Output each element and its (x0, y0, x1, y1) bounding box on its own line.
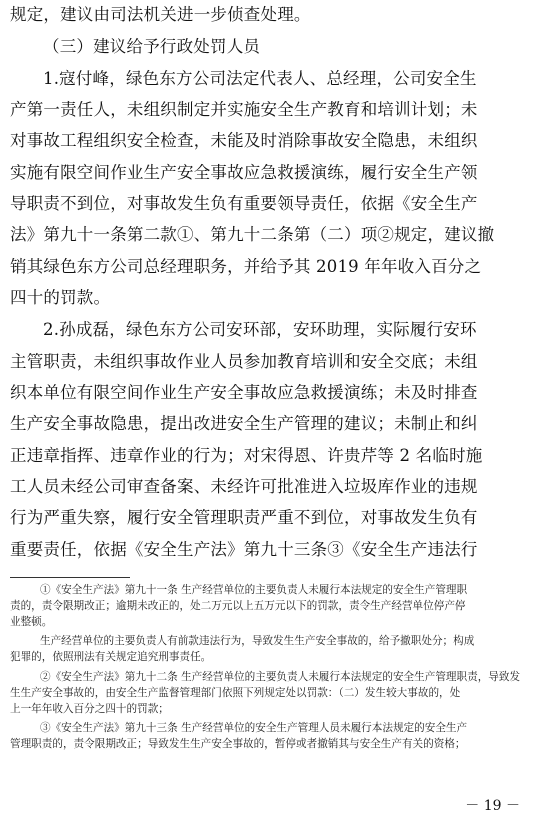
body-line: 销其绿色东方公司总经理职务，并给予其 2019 年年收入百分之 (10, 257, 482, 276)
body-line: 生产安全事故隐患，提出改进安全生产管理的建议；未制止和纠 (10, 414, 478, 433)
body-line: 主管职责，未组织事故作业人员参加教育培训和安全交底；未组 (10, 352, 478, 371)
footnote-line: ③《安全生产法》第九十三条 生产经营单位的安全生产管理人员未履行本法规定的安全生产 (40, 722, 468, 734)
page-number: － 19 － (465, 798, 520, 814)
body-line: 法》第九十一条第二款①、第九十二条第（二）项②规定，建议撤 (10, 225, 495, 244)
footnote-line: 管理职责的，责令限期改正；导致发生生产安全事故的，暂停或者撤销其与安全生产有关的资格； (10, 738, 466, 750)
footnote-line: 业整顿。 (10, 616, 53, 628)
footnote-line: 生产经营单位的主要负责人有前款违法行为，导致发生生产安全事故的，给予撤职处分；构成 (40, 635, 475, 647)
footnote-line: 责的，责令限期改正；逾期未改正的，处二万元以上五万元以下的罚款，责令生产经营单位停产停 (10, 600, 466, 612)
body-line: 对事故工程组织安全检查，未能及时消除事故安全隐患，未组织 (10, 131, 478, 150)
section-heading: （三）建议给予行政处罚人员 (43, 37, 261, 56)
body-line: 重要责任，依据《安全生产法》第九十三条③《安全生产违法行 (10, 540, 478, 559)
body-line: 2.孙成磊，绿色东方公司安环部，安环助理，实际履行安环 (43, 320, 477, 339)
body-line: 导职责不到位，对事故发生负有重要领导责任，依据《安全生产 (10, 194, 478, 213)
footnote-line: 生生产安全事故的，由安全生产监督管理部门依照下列规定处以罚款：（二）发生较大事故的，处 (10, 687, 461, 699)
footnote-divider (10, 577, 130, 578)
footnote-line: 犯罪的，依照刑法有关规定追究刑事责任。 (10, 651, 212, 663)
body-line: 织本单位有限空间作业生产安全事故应急救援演练；未及时排查 (10, 383, 478, 402)
footnote-line: ①《安全生产法》第九十一条 生产经营单位的主要负责人未履行本法规定的安全生产管理职 (40, 584, 468, 596)
body-line: 正违章指挥、违章作业的行为；对宋得恩、许贵芹等 2 名临时施 (10, 446, 483, 465)
body-line: 四十的罚款。 (10, 288, 111, 307)
footnote-line: ②《安全生产法》第九十二条 生产经营单位的主要负责人未履行本法规定的安全生产管理职责，导致发 (40, 671, 521, 683)
footnote-line: 上一年年收入百分之四十的罚款； (10, 703, 169, 715)
body-line: 规定，建议由司法机关进一步侦查处理。 (10, 5, 311, 24)
body-line: 实施有限空间作业生产安全事故应急救援演练，履行安全生产领 (10, 163, 478, 182)
body-line: 工人员未经公司审查备案、未经许可批准进入垃圾库作业的违规 (10, 477, 478, 496)
body-line: 1.寇付峰，绿色东方公司法定代表人、总经理，公司安全生 (43, 69, 477, 88)
body-line: 产第一责任人，未组织制定并实施安全生产教育和培训计划；未 (10, 100, 478, 119)
body-line: 行为严重失察，履行安全管理职责严重不到位，对事故发生负有 (10, 508, 478, 527)
